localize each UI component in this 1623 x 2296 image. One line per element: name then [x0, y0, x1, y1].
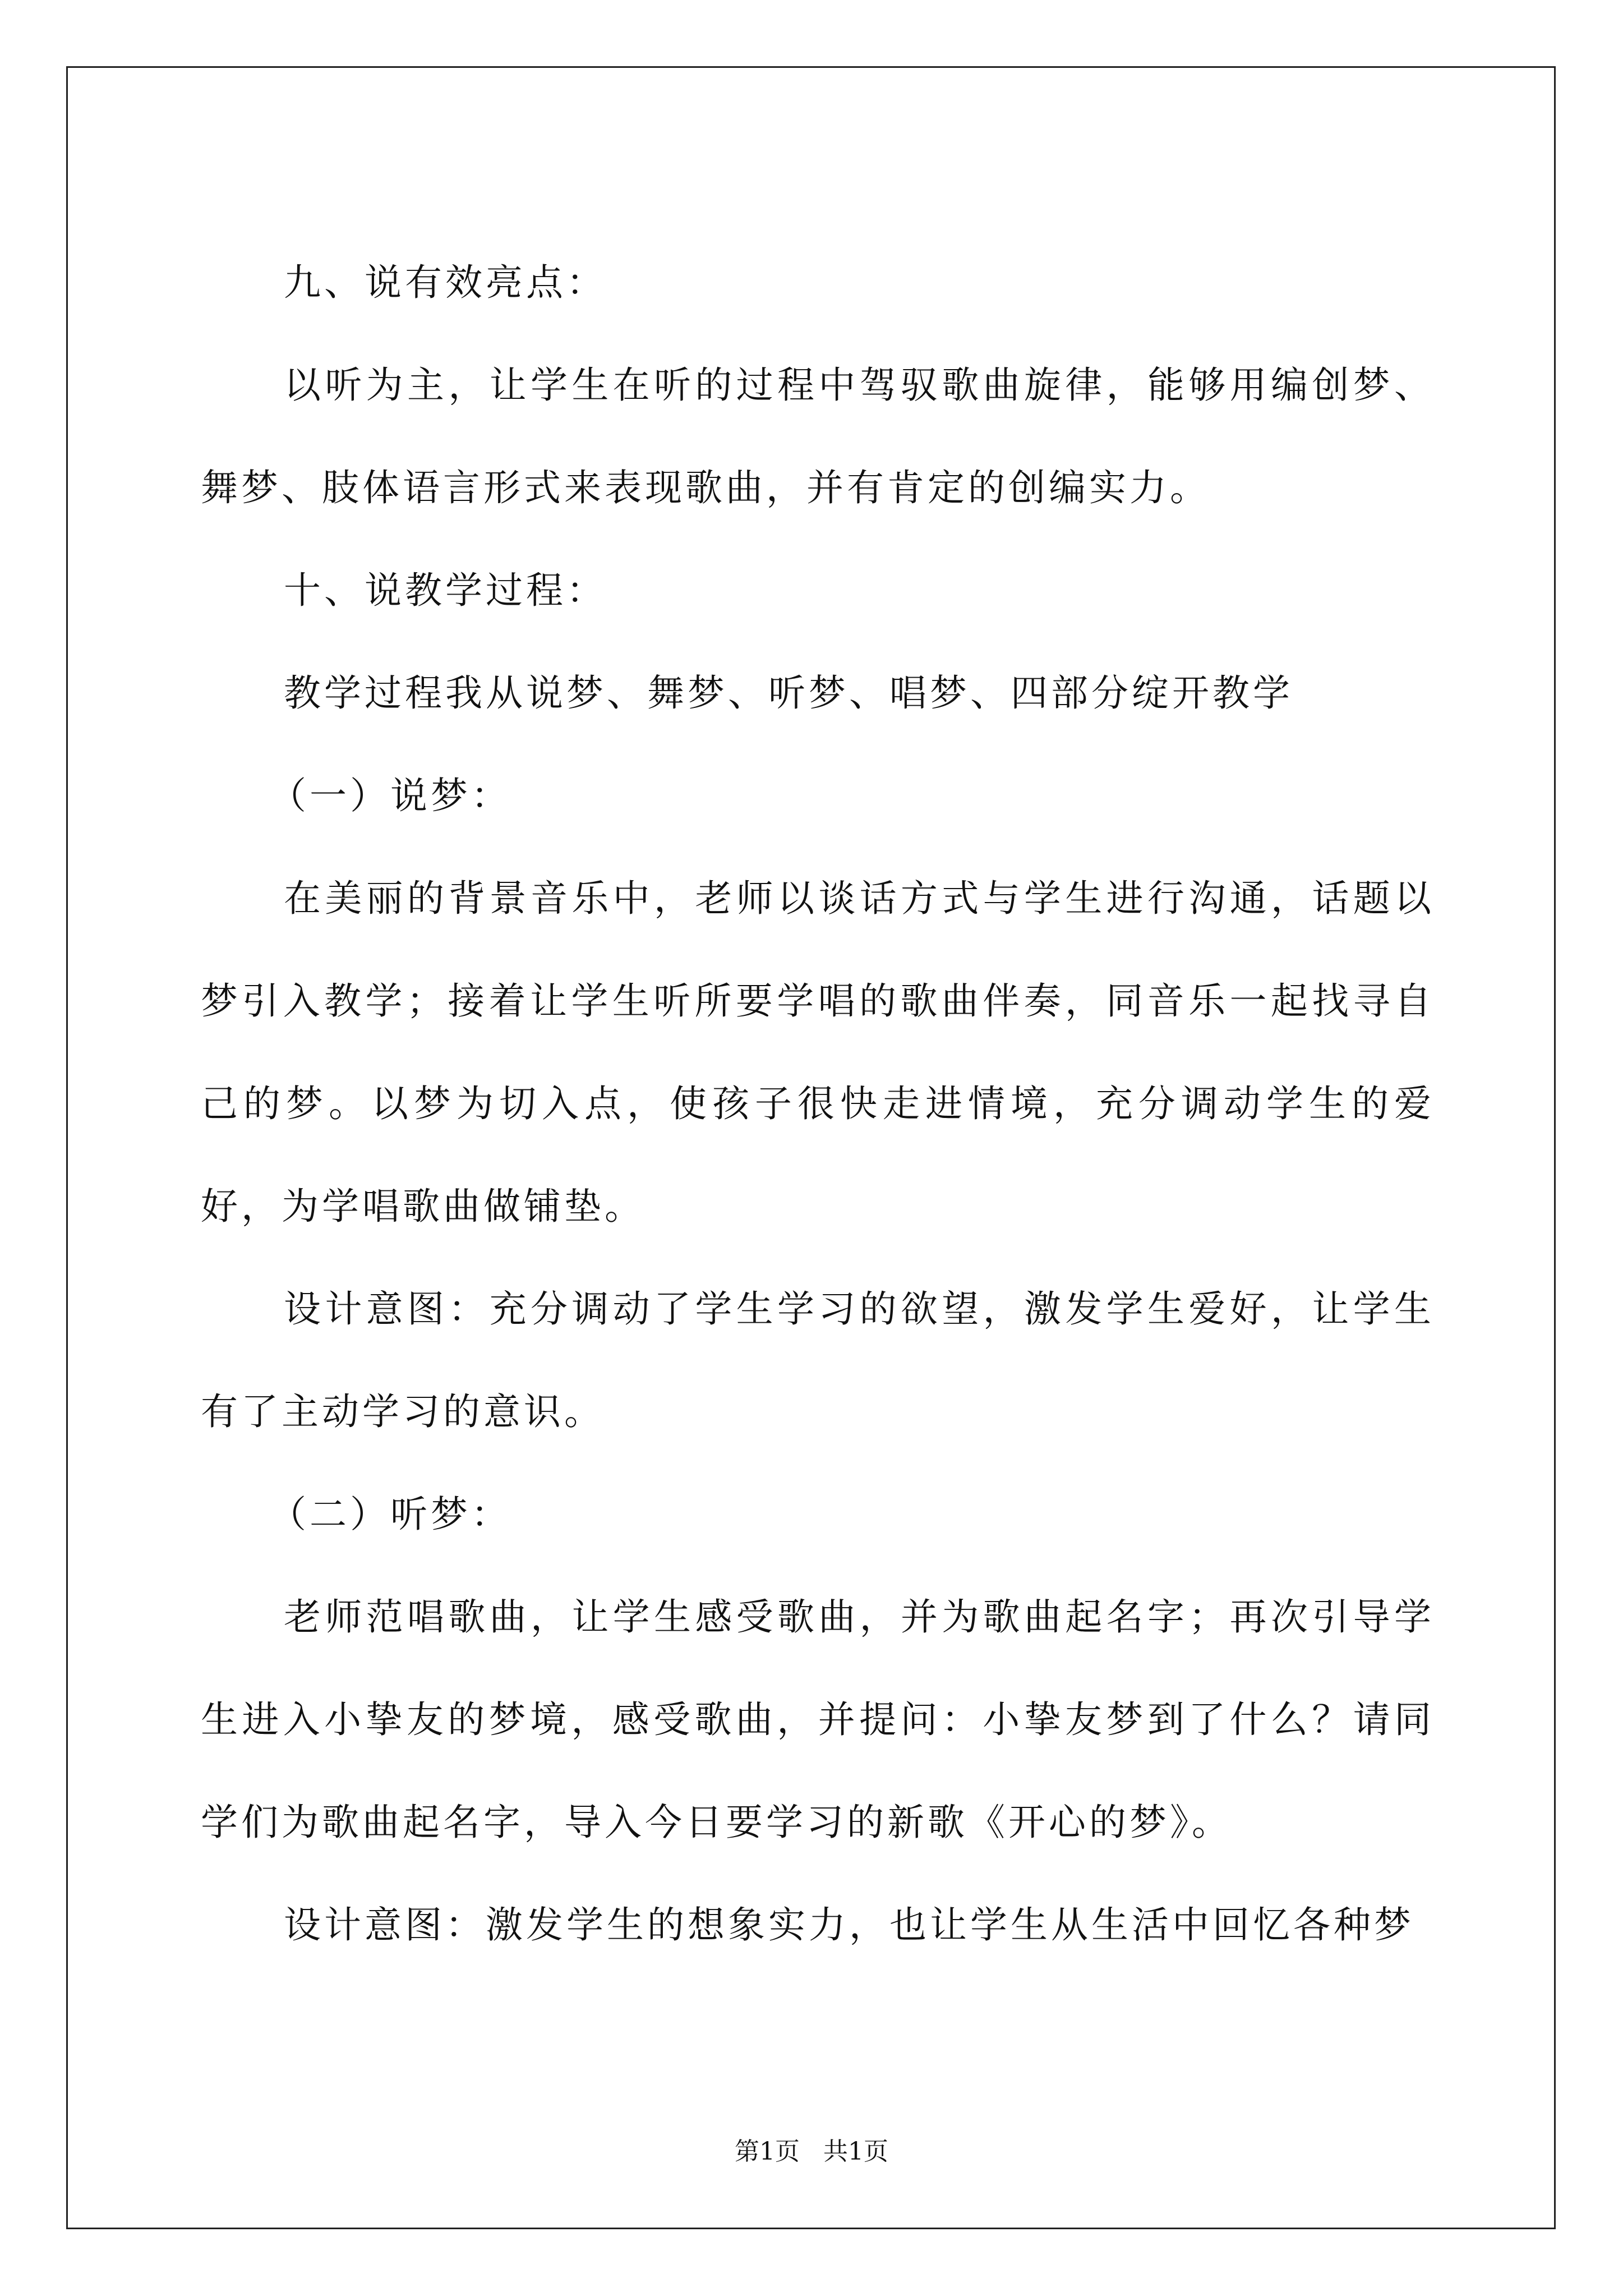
paragraph-listen-dream: 老师范唱歌曲，让学生感受歌曲，并为歌曲起名字；再次引导学生进入小挚友的梦境，感受歌曲，并提问：小挚友梦到了什么？请同学们为歌曲起名字，导入今日要学习的新歌《开心的梦》。 [201, 1595, 1435, 1844]
paragraph-design-intent-2: 设计意图：激发学生的想象实力，也让学生从生活中回忆各种梦 [284, 1903, 1414, 1947]
paragraph-speak-dream: 在美丽的背景音乐中，老师以谈话方式与学生进行沟通，话题以梦引入教学；接着让学生听所要学唱的歌曲伴奏，同音乐一起找寻自己的梦。以梦为切入点，使孩子很快走进情境，充分调动学生的爱好，为学唱歌曲做铺垫。 [201, 877, 1435, 1228]
page-number: 第1页 [735, 2137, 800, 2166]
paragraph-highlight: 以听为主，让学生在听的过程中驾驭歌曲旋律，能够用编创梦、舞梦、肢体语言形式来表现歌曲，并有肯定的创编实力。 [201, 364, 1435, 509]
subheading-speak-dream: （一）说梦： [269, 774, 511, 817]
page-total: 共1页 [823, 2137, 888, 2166]
page-footer [0, 2135, 1623, 2169]
paragraph-design-intent-1: 设计意图：充分调动了学生学习的欲望，激发学生爱好，让学生有了主动学习的意识。 [201, 1287, 1435, 1433]
document-body [201, 231, 1435, 1976]
section-heading-9: 九、说有效亮点： [284, 261, 607, 304]
subheading-listen-dream: （二）听梦： [269, 1493, 511, 1536]
paragraph-process: 教学过程我从说梦、舞梦、听梦、唱梦、四部分绽开教学 [284, 671, 1293, 715]
section-heading-10: 十、说教学过程： [284, 569, 607, 612]
